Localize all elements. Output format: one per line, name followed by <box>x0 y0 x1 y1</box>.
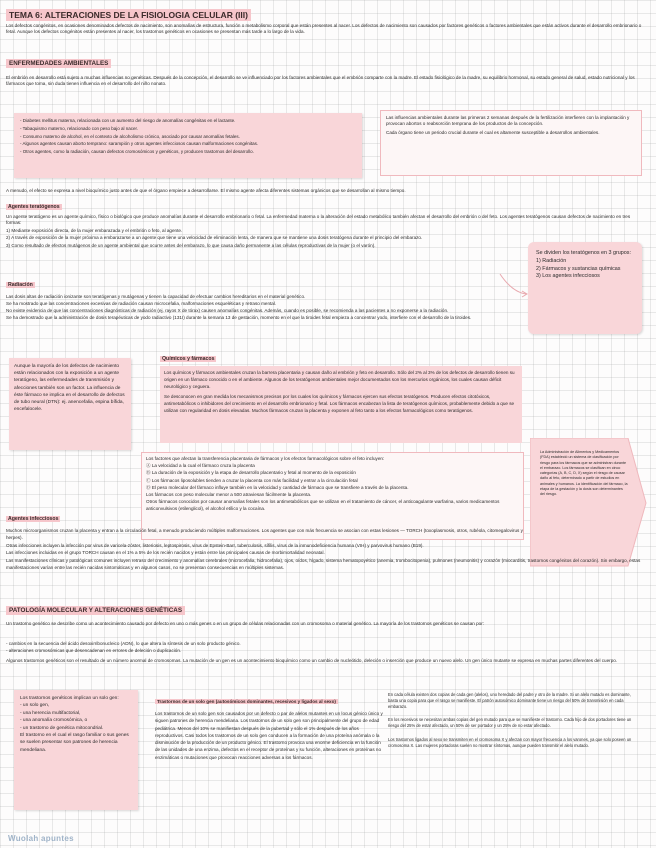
env-risk-item: - Otros agentes, como la radiación, causan defectos cromosómicos y genéticos, y producen trastornos del desarrollo. <box>20 149 254 155</box>
disorder-types-box <box>14 690 138 810</box>
teratogen-groups-label: Se dividen los teratógenos en 3 grupos: <box>536 250 631 256</box>
drugs-text: Los factores que afectan la transferencia placentaria de fármacos y los efectos farmacológicos sobre el feto incluyen: <box>146 456 385 461</box>
infectious-text: Las manifestaciones clínicas y patológicas comunes incluyen retraso del crecimiento y anomalías cerebrales (microcefalia, hidrocefalia), ojos, oídos, hígado, sistema hematopoyético (anemia, trombocitopenia), pulmones (neumonitis) y corazón (miocarditis, trastornos congénitos del corazón). Sin embargo, estas manifestaciones varían entre las recién nacidas sintomáticas y en algunos casos, no se presentan consecuencias en múltiples sistemas. <box>6 557 641 571</box>
env-side-note <box>380 110 642 176</box>
disorder-type-item: - un trastorno de genética mitocondrial. <box>20 725 104 731</box>
fda-note-text: La Administración de Alimentos y Medicamentos (FDA) estableció un sistema de clasificación por riesgo para los fármacos que se administran durante el embarazo. Los fármacos se clasifican en cinco categorías (A, B, C, D, X) según el riesgo de causar daño al feto, determinado a partir de estudios en animales y humanos. La identificación del fármaco, la etapa de la gestación y la dosis son determinantes del riesgo. <box>540 450 628 497</box>
drugs-text: Los químicos y fármacos ambientales cruzan la barrera placentaria y causan daño al embrión y feto en desarrollo. Sólo del 2% al 3% de los defectos de desarrollo tienen su origen en un fármaco conocido o en el ambiente. Algunos de los teratógenos ambientales mejor documentados son los mercurios orgánicos, los cuales causan déficit neurológico y ceguera. <box>164 370 515 390</box>
single-gene-text: Los trastornos de un solo gen son causados por un defecto o par de alelos mutantes en un locus génico único y siguen patrones de herencia mendeliana. Los trastornos de un solo gen son principalmente del grupo de edad pediátrica. Menos del 10% se manifiestan después de la pubertad y sólo el 1% después de los años reproductivos. Casi todos los trastornos de un solo gen conducen a la formación de una proteína anómala o la disminución de la producción de un producto génico. El trastorno provoca una enorme deficiencia en la función de las unidades de una enzima, defectos en el receptor de proteínas y su función, alteraciones en proteínas no enzimáticas o mutaciones que provocan reacciones adversas a los fármacos. <box>155 711 383 760</box>
env-side-text: Cada órgano tiene un periodo crucial durante el cual es altamente susceptible a desarrollos ambientales. <box>386 130 600 136</box>
disorder-type-item: - una herencia multifactorial, <box>20 710 81 716</box>
env-risk-item: - Tabaquismo materno, relacionado con peso bajo al nacer. <box>20 125 138 131</box>
drug-factor-item: Ⓓ El peso molecular del fármaco influye también en la velocidad y cantidad de fármaco que se transfiere a través de la placenta. <box>146 484 409 490</box>
teratogen-groups-box <box>528 242 642 334</box>
inheritance-note: Los trastornos ligados al sexo se transmiten en el cromosoma X y afectan con mayor frecuencia a los varones, ya que solo poseen un cromosoma X. Las mujeres portadoras suelen no mostrar síntomas, aunque pueden transmitir el alelo mutado. <box>388 736 632 748</box>
teratogens-paragraph: Un agente teratógeno es un agente químico, físico o biológico que produce anomalías durante el desarrollo embrionario o fetal. La enfermedad materna o la alteración del estado metabólico también afectan el desarrollo del embrión o del feto. Los agentes teratógenos causan defectos de nacimiento en tres formas: <box>6 214 631 226</box>
env-side-text: Las influencias ambientales durante las primeras 2 semanas después de la fertilización interfieren con la implantación y provocan abortos o reabsorción temprana de los productos de la concepción. <box>386 115 630 127</box>
teratogens-item: 1) Mediante exposición directa, de la mujer embarazada y el embrión o feto, al agente. <box>6 228 183 233</box>
drugs-heading: Químicos y fármacos <box>162 356 215 362</box>
teratogens-item: 3) Como resultado de efectos mutágenos de un agente ambiental que ocurre antes del embarazo, lo que causa daño permanente a las células reproductivas de la mujer (o el varón). <box>6 242 376 248</box>
drugs-intro-box <box>160 366 522 443</box>
radiation-text: Se ha demostrado que la administración de dosis terapéuticas de yodo radiactivo (131I) durante la semana 13 de gestación, momento en el que la tiroides fetal empieza a concentrar yodo, interfiere con el desarrollo de la tiroides. <box>6 315 472 320</box>
env-heading: ENFERMEDADES AMBIENTALES <box>6 59 111 68</box>
single-gene-heading: Trastornos de un solo gen (autosómicos dominantes, recesivos y ligados al sexo) <box>157 699 336 704</box>
teratogens-heading: Agentes teratógenos <box>8 204 60 210</box>
ntd-note-text: Aunque la mayoría de los defectos de nacimiento están relacionados con la exposición a un agente teratógeno, las enfermedades de transmisión y afecciones también son un factor. La influencia de éste fármaco se implica en el desarrollo de defectos de tubo neural (DTN): ej. anencefalia, espina bífida, encefalocele. <box>14 364 125 413</box>
infectious-text: Muchos microorganismos cruzan la placenta y entran a la circulación fetal, a menudo produciendo múltiples malformaciones. Los agentes que con más frecuencia se asocian con estas lesiones — TORCH (toxoplasmosis, otros, rubéola, citomegalovirus y herpes). <box>6 528 523 541</box>
drug-factor-item: Ⓒ Los fármacos liposolubles tienden a cruzar la placenta con más facilidad y entrar a la circulación fetal <box>146 477 358 483</box>
disorder-types-intro: Los trastornos genéticos implican un solo gen: <box>20 696 119 701</box>
env-risk-item: - Consumo materno de alcohol, en el contexto de alcoholismo crónico, asociado por causar anomalías fetales. <box>20 133 240 139</box>
intro-paragraph: Los defectos congénitos, en ocasiones denominados defectos de nacimiento, son anomalías de estructura, función o metabolismo corporal que están presentes al nacer. Los defectos de nacimiento son causados por factores genéticos o factores ambientales que están activos durante el desarrollo embrionario o fetal. Aunque los defectos congénitos están presentes al nacer, los trastornos genéticos en ocasiones se presentan más tarde a lo largo de la vida. <box>6 23 642 35</box>
fda-note-box <box>540 450 628 498</box>
vulnerability-paragraph: A menudo, el efecto se expresa a nivel bioquímico justo antes de que el órgano empiece a desarrollarse. El mismo agente afecta diferentes sistemas orgánicos que se desarrollan al mismo tiempo. <box>6 188 406 193</box>
disorder-type-item: - un solo gen, <box>20 703 50 709</box>
drug-factor-item: Ⓐ La velocidad a la cual el fármaco cruza la placenta <box>146 463 255 469</box>
inheritance-note: En los recesivos se necesitan ambas copias del gen mutado para que se manifieste el trastorno. Cada hijo de dos portadores tiene un riesgo del 25% de estar afectado, un 50% de ser portador y un 25% de no estar afectado. <box>388 717 632 729</box>
teratogen-group-item: 2) Fármacos y sustancias químicas <box>536 265 621 272</box>
infectious-text: Las infecciones incluidas en el grupo TORCH causan en el 1% a 5% de los recién nacidos y están entre las principales causas de morbimortalidad neonatal. <box>6 550 325 556</box>
drugs-text: Otros fármacos conocidos por causar anomalías fetales son los antimetabólicos que se utilizan en el tratamiento de cáncer, el anticoagulante warfarina, varios medicamentos anticonvulsivos (etilenglicol), el alcohol etílico y la cocaína. <box>146 499 500 512</box>
disorder-types-tail: El trastorno en el cual el rasgo familiar o sus genes se suelen presentar son patrones de herencia mendeliana. <box>20 733 129 753</box>
teratogen-group-item: 1) Radiación <box>536 257 567 264</box>
radiation-text: Se ha mostrado que las concentraciones excesivas de radiación causan microcefalia, malformaciones esqueléticas y retraso mental. <box>6 301 277 306</box>
inheritance-note: En cada célula existen dos copias de cada gen (alelos), uno heredado del padre y otro de la madre. Si un alelo mutado es dominante, basta una copia para que el rasgo se manifieste. El patrón autosómico dominante tiene un riesgo del 50% de transmisión en cada embarazo. <box>388 692 631 709</box>
watermark-logo: Wuolah apuntes <box>8 834 74 843</box>
ntd-note-box <box>9 358 131 450</box>
env-paragraph: El embrión en desarrollo está sujeto a muchas influencias no genéticas. Después de la concepción, el desarrollo se ve influenciado por los factores ambientales que el embrión comparte con la madre. El estado fisiológico de la madre, su equilibrio hormonal, su estado general de salud, estado nutricional y los fármacos que toma, sin duda tienen influencia en el desarrollo del niño nonato. <box>6 75 635 87</box>
single-gene-section <box>155 690 383 761</box>
radiation-text: No existe evidencia de que las concentraciones diagnósticas de radiación (ej. rayos X de tórax) causen anomalías congénitas. Además, cuando es posible, se recomienda a las pacientes a no exponerse a la radiación. <box>6 308 449 313</box>
teratogen-group-item: 3) Los agentes infecciosos <box>536 273 600 280</box>
page-title: TEMA 6: ALTERACIONES DE LA FISIOLOGIA CELULAR (III) <box>6 9 251 21</box>
teratogens-list <box>6 227 526 249</box>
infectious-text: Otras infecciones incluyen la infección por virus de varicela-zóster, listeriosis, leptospirosis, virus de Epstein-Barr, tuberculosis, sífilis, virus de la inmunodeficiencia humana (VIH) y parvovirus humano (B19). <box>6 542 424 548</box>
env-risk-item: - Algunos agentes causan aborto temprano: sarampión y otros agentes infecciosos causan malformaciones congénitas. <box>20 141 259 147</box>
radiation-text: Las dosis altas de radiación ionizante son teratógenas y mutágenas y tienen la capacidad de efectuar cambios hereditarios en el material genético. <box>6 294 306 299</box>
drugs-text: Los fármacos con peso molecular menor a 500 atraviesan fácilmente la placenta. <box>146 492 312 498</box>
molecular-paragraph: Un trastorno genético se describe como un acontecimiento causado por defecto en uno o más genes o en un grupo de células relacionadas con un cromosoma o material genético. La mayoría de los trastornos genéticos se causan por: <box>6 621 485 626</box>
inheritance-notes <box>388 692 640 749</box>
env-risk-item: - Diabetes mellitus materna, relacionada con un aumento del riesgo de anomalías congénitas en el lactante. <box>20 118 236 123</box>
infectious-heading: Agentes infecciosos <box>8 516 59 522</box>
molecular-heading: PATOLOGÍA MOLECULAR Y ALTERACIONES GENÉTICAS <box>6 606 185 615</box>
molecular-item: - alteraciones cromosómicas que desencadenan en errores de deleción o duplicación. <box>6 648 182 653</box>
disorder-type-item: - una anomalía cromosómica, o <box>20 718 88 724</box>
infectious-body <box>6 527 646 571</box>
teratogens-item: 2) A través de exposición de la mujer próxima a embarazarse a un agente que tiene una velocidad de eliminación lenta, de manera que se mantiene una dosis teratógena durante el principio del embarazo. <box>6 235 423 241</box>
drugs-text: Se desconocen en gran medida los mecanismos precisos por los cuales los químicos y fármacos ejercen sus efectos teratógenos. Producen efectos citotóxicos, antimetabólicos o inhibidores del crecimiento en el desarrollo embrionario y fetal. Los fármacos encabezan la lista de teratógenos químicos, probablemente debido a que se utilizan con regularidad en dosis elevadas. Muchos fármacos cruzan la placenta y exponen al feto tanto a los efectos farmacológicos como teratógenos. <box>164 393 515 414</box>
molecular-paragraph: Algunos trastornos genéticos son el resultado de un número anormal de cromosomas. La mutación de un gen es un acontecimiento bioquímico como un cambio de nucleótido, deleción o inserción que produce un nuevo alelo. Un gen único mutante se expresa en muchas partes diferentes del cuerpo. <box>6 658 618 663</box>
molecular-list <box>6 640 526 654</box>
radiation-body <box>6 293 526 321</box>
molecular-item: - cambios en la secuencia del ácido desoxirribonucleico (ADN), lo que altera la síntesis de un solo producto génico. <box>6 641 241 646</box>
drug-factor-item: Ⓑ La duración de la exposición y la etapa de desarrollo placentario y fetal al momento de la exposición <box>146 470 356 476</box>
radiation-heading: Radiación <box>8 282 33 288</box>
env-risk-box <box>14 113 362 178</box>
